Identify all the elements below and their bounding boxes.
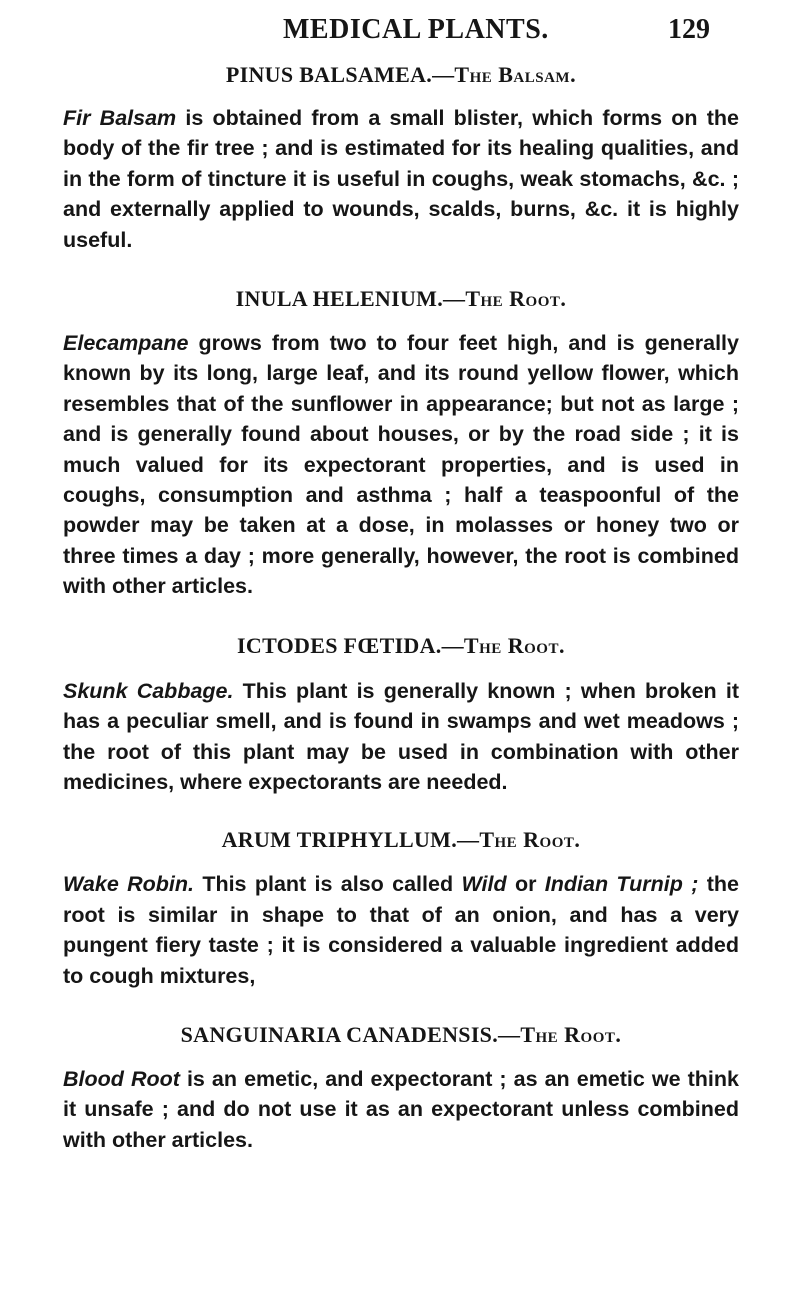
description-text: the root is similar in shape to that of an onion, and has a very pungent fiery taste ; it is considered a valuable ingredient added to cough mixtures, <box>63 872 740 988</box>
heading-title: PINUS BALSAMEA.— <box>225 62 455 87</box>
description-text: or <box>506 872 545 897</box>
running-head <box>0 14 800 54</box>
section-heading-sanguinaria-canadensis <box>63 1020 739 1050</box>
section-heading-arum-triphyllum <box>63 825 739 855</box>
heading-title: ICTODES FŒTIDA.— <box>237 632 464 658</box>
heading-subtitle: The Root. <box>479 827 581 853</box>
plant-common-name: Fir Balsam <box>63 106 177 130</box>
section-text-blood-root <box>63 1064 739 1155</box>
description-text: is an emetic, and expectorant ; as an emetic we think it unsafe ; and do not use it as an expectorant unless combined with other articles. <box>63 1066 739 1152</box>
plant-alt-name: Indian Turnip ; <box>544 872 699 897</box>
page-number: 129 <box>668 14 710 45</box>
description-text: This plant is also called <box>193 872 462 897</box>
heading-subtitle: The Balsam. <box>454 62 577 87</box>
heading-title: SANGUINARIA CANADENSIS.— <box>180 1021 521 1047</box>
running-title: MEDICAL PLANTS. <box>283 14 549 45</box>
heading-title: INULA HELENIUM.— <box>235 286 466 312</box>
heading-subtitle: The Root. <box>463 632 565 658</box>
description-text: grows from two to four feet high, and is generally known by its long, large leaf, and its round yellow flower, which resembles that of the sunflower in appearance; but not as large ; and is generally found about houses, or by the road side ; it is much valued for its expectorant properties, and is used in coughs, consumption and asthma ; half a teaspoonful of the powder may be taken at a dose, in molasses or honey two or three times a day ; more generally, however, the root is combined with other articles. <box>63 331 739 599</box>
heading-title: ARUM TRIPHYLLUM.— <box>221 827 480 853</box>
description-text: This plant is generally known ; when broken it has a peculiar smell, and is found in swamps and wet meadows ; the root of this plant may be used in combination with other medicines, where expectorants are needed. <box>63 678 740 794</box>
plant-common-name: Wake Robin. <box>63 872 194 897</box>
section-heading-pinus-balsamea <box>63 60 739 90</box>
page-body <box>63 60 739 1155</box>
heading-subtitle: The Root. <box>465 286 567 312</box>
section-heading-ictodes-foetida <box>63 631 739 661</box>
plant-alt-name: Wild <box>461 872 507 897</box>
section-text-fir-balsam <box>63 103 739 255</box>
plant-common-name: Skunk Cabbage. <box>63 678 234 703</box>
section-heading-inula-helenium <box>63 284 739 314</box>
heading-subtitle: The Root. <box>520 1021 622 1047</box>
plant-common-name: Blood Root <box>63 1066 180 1091</box>
section-text-elecampane <box>63 328 739 602</box>
section-text-wake-robin <box>63 869 739 991</box>
plant-common-name: Elecampane <box>63 331 189 356</box>
section-text-skunk-cabbage <box>63 676 739 798</box>
description-text: is obtained from a small blister, which forms on the body of the fir tree ; and is estimated for its healing qualities, and in the form of tincture it is useful in coughs, weak stomachs, &c. ; and externally applied to wounds, scalds, burns, &c. it is highly useful. <box>63 106 740 252</box>
